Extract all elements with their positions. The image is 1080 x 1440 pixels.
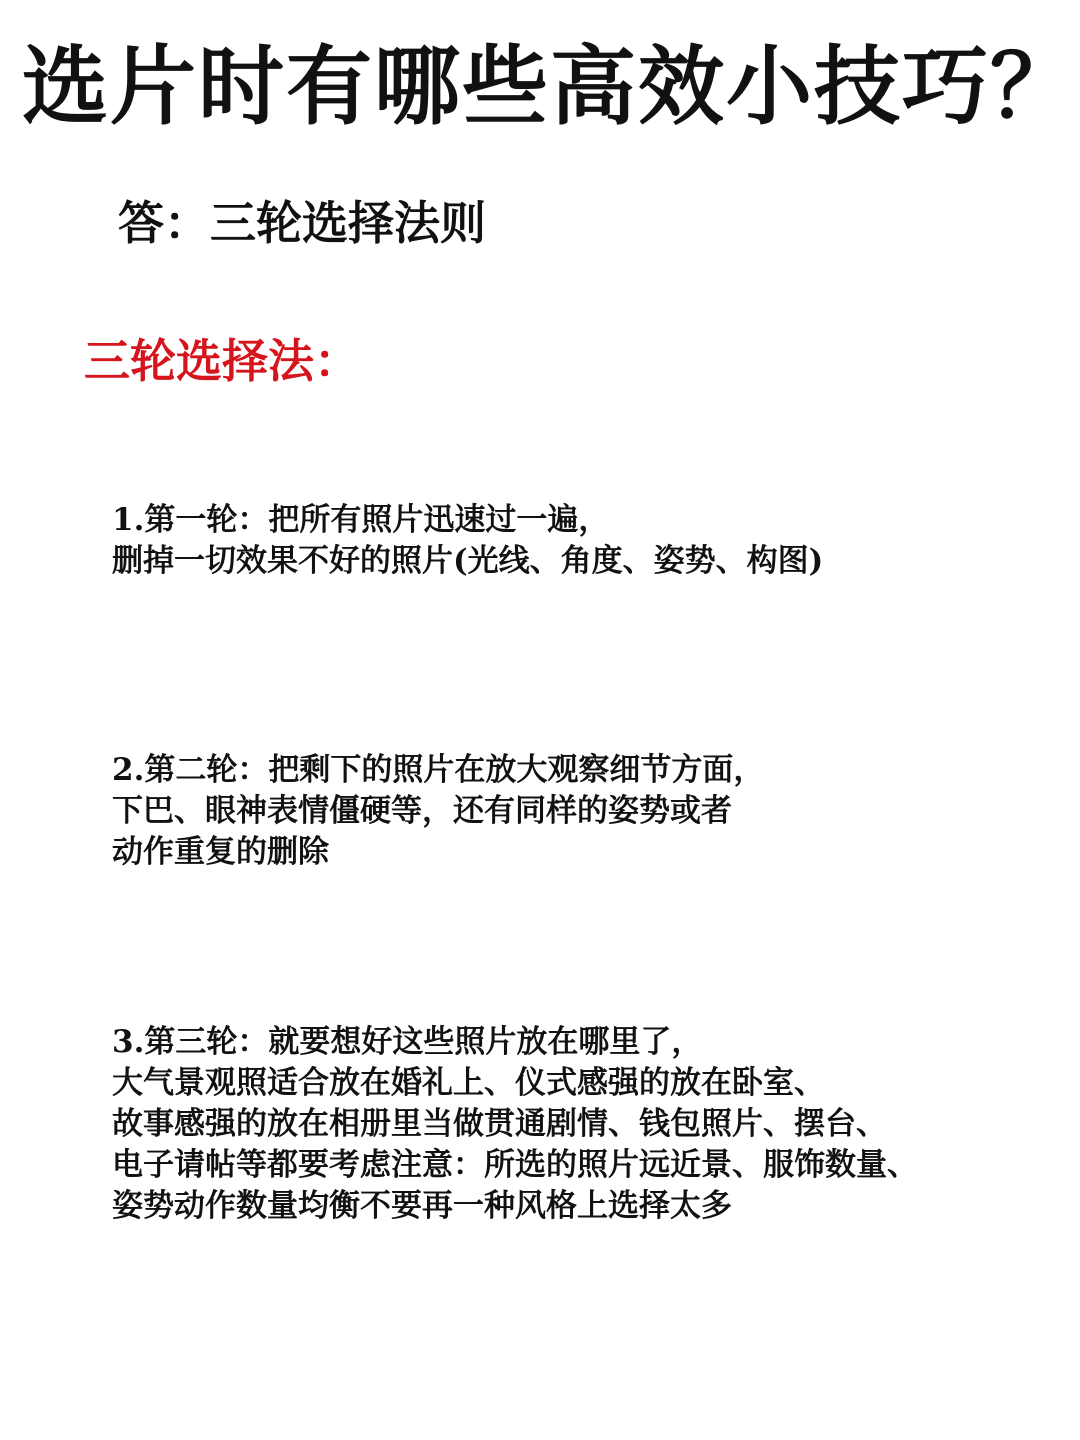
step-round-1 — [112, 500, 1052, 582]
step-text-line: 故事感强的放在相册里当做贯通剧情、钱包照片、摆台、 — [112, 1106, 887, 1142]
step-text-line: 3.第三轮：就要想好这些照片放在哪里了， — [112, 1024, 703, 1060]
step-text-line: 2.第二轮：把剩下的照片在放大观察细节方面， — [112, 752, 765, 788]
step-text-line: 下巴、眼神表情僵硬等，还有同样的姿势或者 — [112, 793, 732, 829]
section-heading: 三轮选择法： — [84, 334, 360, 388]
answer-line: 答：三轮选择法则 — [118, 196, 486, 250]
step-round-2 — [112, 750, 1052, 873]
step-text-line: 1.第一轮：把所有照片迅速过一遍， — [112, 502, 610, 538]
page-title: 选片时有哪些高效小技巧？ — [22, 36, 1078, 137]
step-text-line: 姿势动作数量均衡不要再一种风格上选择太多 — [112, 1188, 732, 1224]
step-text-line: 删掉一切效果不好的照片(光线、角度、姿势、构图) — [112, 543, 824, 579]
step-text-line: 电子请帖等都要考虑注意：所选的照片远近景、服饰数量、 — [112, 1147, 918, 1183]
step-round-3 — [112, 1022, 1052, 1227]
step-text-line: 动作重复的删除 — [112, 834, 329, 870]
step-text-line: 大气景观照适合放在婚礼上、仪式感强的放在卧室、 — [112, 1065, 825, 1101]
